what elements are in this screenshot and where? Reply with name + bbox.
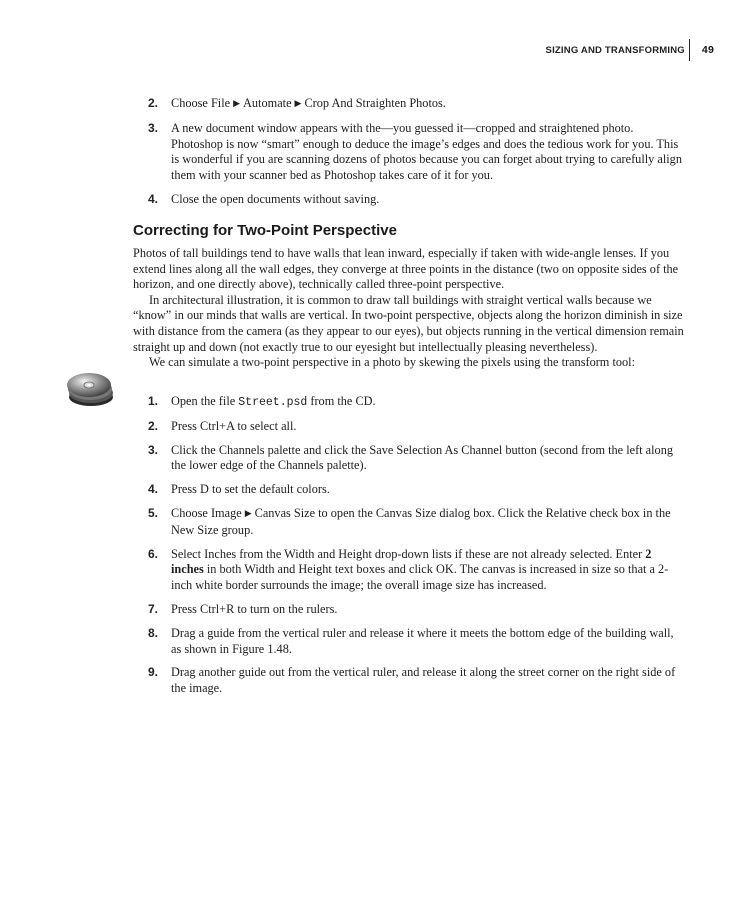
step-item	[148, 394, 684, 411]
body-text	[133, 246, 685, 371]
step-text: Press Ctrl+A to select all.	[171, 418, 297, 433]
paragraph: We can simulate a two-point perspective in a photo by skewing the pixels using the transform tool:	[149, 355, 635, 370]
step-item	[148, 626, 684, 658]
step-item	[148, 96, 684, 113]
step-text: Press D to set the default colors.	[171, 482, 330, 497]
step-text	[171, 506, 684, 539]
menu-path-part: Automate	[243, 96, 292, 110]
step-text-part: from the CD.	[307, 394, 376, 408]
section-title: SIZING AND TRANSFORMING	[545, 44, 685, 56]
step-item	[148, 121, 684, 184]
step-text	[171, 96, 684, 113]
step-text-part: Canvas Size to open the Canvas Size dialog box. Click the Relative check box in the New Size group.	[171, 505, 671, 537]
step-number: 3.	[148, 442, 159, 457]
top-step-list	[148, 96, 684, 216]
step-number: 8.	[148, 625, 159, 640]
step-text: Drag another guide out from the vertical ruler, and release it along the street corner on the right side of the image.	[171, 665, 676, 696]
step-item	[148, 192, 684, 208]
menu-arrow-icon: ▶	[233, 98, 241, 108]
step-list	[148, 394, 684, 705]
paragraph: Photos of tall buildings tend to have walls that lean inward, especially if taken with wide-angle lenses. If you extend lines along all the wall edges, they converge at three points in the distance (two on opposite sides of the horizon, and one directly above), technically called three-point perspective.	[133, 246, 679, 292]
step-number: 4.	[148, 191, 159, 206]
step-item	[148, 602, 684, 618]
page-number: 49	[701, 44, 714, 56]
menu-path-part: Choose File	[171, 96, 231, 110]
menu-arrow-icon: ▶	[294, 98, 302, 108]
step-number: 5.	[148, 505, 159, 520]
step-item	[148, 419, 684, 435]
step-number: 2.	[148, 96, 159, 110]
running-header	[546, 40, 714, 60]
step-text: A new document window appears with the—you guessed it—cropped and straightened photo. Photoshop is now “smart” enough to deduce the image’s edges and does the tedious work for you. This is wonderful if you are scanning dozens of photos because you can forget about trying to carefully align them with your scanner bed as Photoshop takes care of it for you.	[171, 120, 682, 183]
step-number: 1.	[148, 394, 159, 408]
step-number: 3.	[148, 120, 159, 135]
step-text: Press Ctrl+R to turn on the rulers.	[171, 601, 338, 616]
header-divider	[689, 39, 690, 61]
step-item	[148, 482, 684, 498]
step-text: Close the open documents without saving.	[171, 191, 380, 206]
step-text-part: in both Width and Height text boxes and click OK. The canvas is increased in size so that a 2-inch white border surrounds the image; the overall image size has increased.	[171, 562, 669, 593]
paragraph: In architectural illustration, it is common to draw tall buildings with straight vertical walls because we “know” in our minds that walls are vertical. In two-point perspective, objects along the horizon diminish in size with distance from the camera (as they appear to our eyes), but objects running in the vertical dimension remain straight up and down (not exactly true to our eyesight but intellectually pleasing nevertheless).	[133, 292, 684, 354]
step-text	[171, 547, 684, 594]
menu-arrow-icon: ▶	[244, 507, 252, 518]
step-number: 2.	[148, 418, 159, 433]
step-item	[148, 443, 684, 475]
step-text: Click the Channels palette and click the Save Selection As Channel button (second from the left along the lower edge of the Channels palette).	[171, 442, 673, 473]
file-name: Street.psd	[238, 396, 308, 409]
step-number: 6.	[148, 546, 159, 561]
step-item	[148, 547, 684, 594]
cd-stack-icon	[64, 368, 116, 408]
step-text-part: Select Inches from the Width and Height drop-down lists if these are not already selected. Enter	[171, 546, 646, 561]
menu-path-part: Choose Image	[171, 505, 242, 520]
step-number: 4.	[148, 482, 159, 497]
section-heading: Correcting for Two-Point Perspective	[133, 222, 397, 239]
menu-path-part: Crop And Straighten Photos.	[304, 96, 446, 110]
step-item	[148, 506, 684, 539]
step-text-part: Open the file	[171, 394, 239, 408]
step-text: Drag a guide from the vertical ruler and release it where it meets the bottom edge of the building wall, as shown in Figure 1.48.	[171, 625, 674, 656]
step-number: 7.	[148, 601, 159, 616]
step-item	[148, 665, 684, 697]
emphasis-value: 2 inches	[171, 546, 652, 577]
step-text	[171, 394, 684, 411]
step-number: 9.	[148, 665, 159, 680]
